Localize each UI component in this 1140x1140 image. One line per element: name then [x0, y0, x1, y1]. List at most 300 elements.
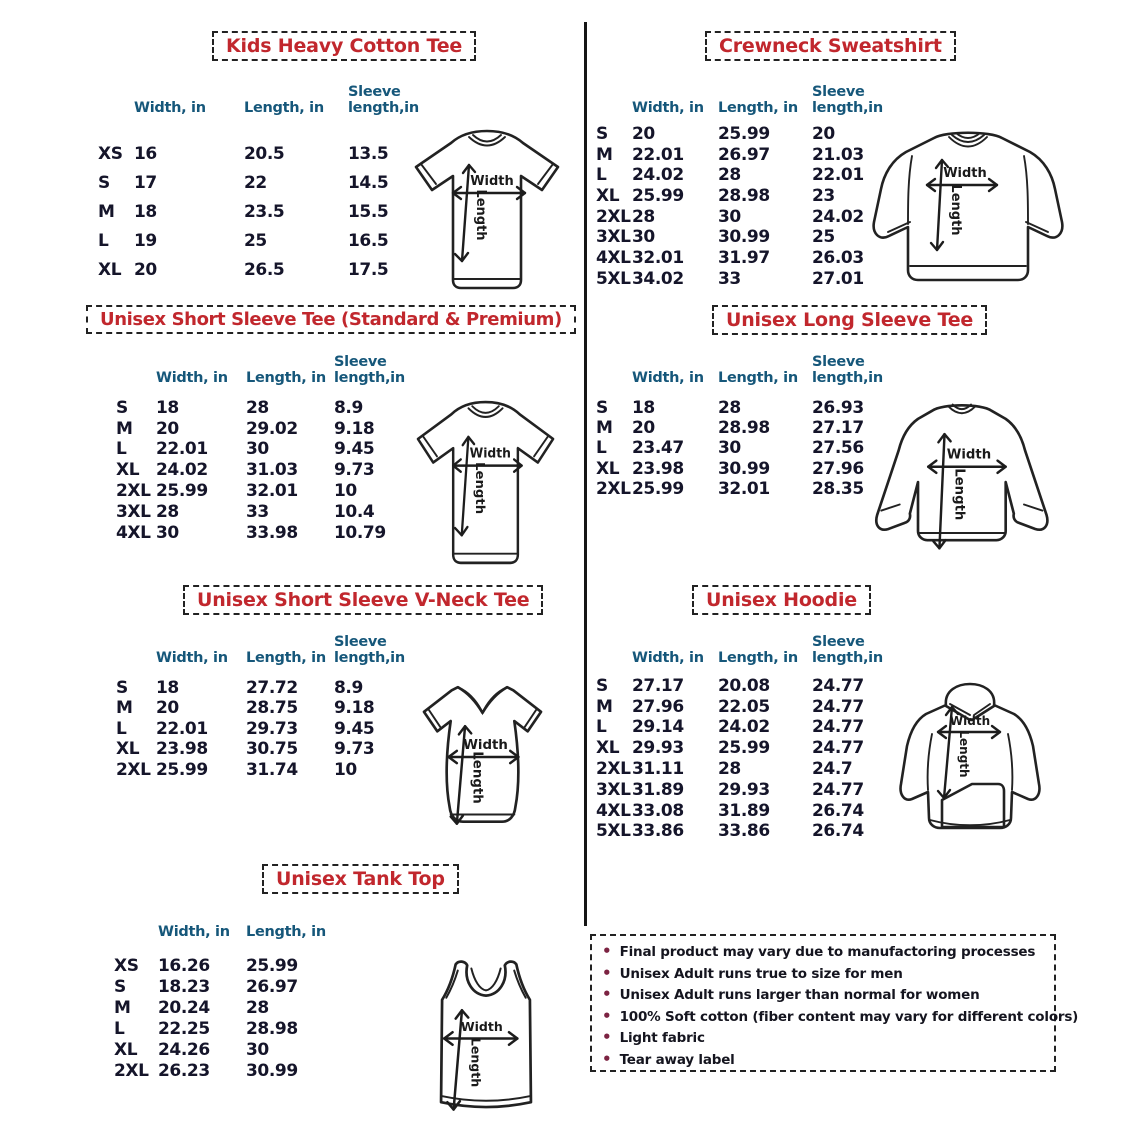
note-item [602, 963, 1048, 988]
table-row [596, 738, 896, 759]
note-text: Unisex Adult runs true to size for men [619, 965, 903, 982]
width-arrow-label: Width [949, 714, 991, 728]
table-row [114, 1040, 354, 1061]
measurement-value: 20 [632, 418, 655, 439]
size-label: M [98, 202, 115, 222]
measurement-value: 33.86 [632, 821, 684, 842]
measurement-value: 24.02 [156, 460, 208, 481]
size-label: S [596, 397, 608, 418]
section-title-text: Unisex Tank Top [276, 868, 445, 890]
table-row [114, 956, 354, 977]
measurement-value: 10 [334, 481, 357, 502]
table-row [98, 169, 438, 198]
width-arrow-label: Width [469, 446, 511, 462]
tank-top-size-table [114, 918, 354, 1082]
measurement-value: 25.99 [632, 185, 684, 206]
bullet-icon: • [602, 1028, 612, 1046]
measurement-value: 22.01 [156, 439, 208, 460]
column-header-width: Width, in [158, 923, 230, 940]
measurement-value: 24.77 [812, 675, 864, 696]
table-row [114, 977, 354, 998]
measurement-value: 16 [134, 144, 157, 164]
column-header-sleeve: Sleeve length,in [812, 354, 883, 386]
measurement-value: 9.73 [334, 739, 375, 760]
measurement-value: 30.99 [718, 458, 770, 479]
size-label: 2XL [114, 1061, 149, 1081]
table-row [596, 697, 896, 718]
measurement-value: 24.02 [812, 206, 864, 227]
measurement-value: 23.98 [156, 739, 208, 760]
size-label: M [114, 998, 131, 1018]
table-body [98, 140, 438, 285]
column-header-width: Width, in [134, 99, 206, 116]
measurement-value: 24.02 [632, 165, 684, 186]
table-header-row [596, 350, 896, 386]
measurement-value: 18 [156, 677, 179, 698]
size-label: M [596, 696, 613, 717]
measurement-value: 18.23 [158, 977, 210, 997]
section-title-unisex-tank-top [262, 864, 459, 894]
measurement-value: 25.99 [718, 123, 770, 144]
table-body [596, 398, 896, 500]
measurement-value: 25.99 [156, 481, 208, 502]
section-title-text: Unisex Short Sleeve Tee (Standard & Premium) [100, 309, 562, 330]
measurement-value: 24.77 [812, 696, 864, 717]
column-header-sleeve: Sleeve length,in [348, 84, 419, 116]
measurement-value: 25.99 [632, 479, 684, 500]
kids-tee-size-table [98, 80, 438, 285]
measurement-value: 30 [718, 438, 741, 459]
size-label: 5XL [596, 821, 631, 842]
measurement-value: 28 [632, 206, 655, 227]
measurement-value: 33.08 [632, 800, 684, 821]
table-row [596, 780, 896, 801]
column-header-length: Length, in [246, 923, 326, 940]
table-row [596, 480, 896, 500]
measurement-value: 8.9 [334, 397, 363, 418]
measurement-value: 24.02 [718, 717, 770, 738]
measurement-value: 24.26 [158, 1040, 210, 1060]
size-label: XS [98, 144, 123, 164]
measurement-value: 20.08 [718, 675, 770, 696]
note-text: Light fabric [619, 1030, 705, 1046]
measurement-value: 24.7 [812, 759, 853, 780]
table-row [114, 998, 354, 1019]
measurement-value: 25 [244, 231, 267, 251]
measurement-value: 28 [246, 998, 269, 1018]
column-header-sleeve: Sleeve length,in [334, 634, 405, 666]
table-row [98, 140, 438, 169]
table-row [116, 678, 416, 699]
size-label: XL [114, 1040, 138, 1060]
table-body [114, 956, 354, 1082]
measurement-value: 28 [156, 501, 179, 522]
measurement-value: 27.96 [632, 696, 684, 717]
size-label: XL [596, 738, 620, 759]
size-label: S [98, 173, 110, 193]
measurement-value: 25.99 [246, 956, 298, 976]
table-body [596, 676, 896, 842]
table-row [596, 822, 896, 843]
table-row [116, 502, 416, 523]
measurement-value: 28 [718, 759, 741, 780]
table-row [596, 439, 896, 459]
note-item [602, 1049, 1048, 1074]
measurement-value: 26.03 [812, 247, 864, 268]
measurement-value: 31.74 [246, 759, 298, 780]
width-arrow-label: Width [946, 447, 992, 463]
measurement-value: 31.11 [632, 759, 684, 780]
column-header-width: Width, in [632, 649, 704, 666]
size-label: S [114, 977, 126, 997]
measurement-value: 24.77 [812, 779, 864, 800]
bullet-icon: • [602, 985, 612, 1003]
table-row [98, 198, 438, 227]
measurement-value: 27.01 [812, 268, 864, 289]
size-label: 2XL [596, 206, 631, 227]
long-sleeve-tee-size-table [596, 350, 896, 500]
table-body [596, 124, 896, 290]
measurement-value: 29.73 [246, 718, 298, 739]
measurement-value: 28 [718, 397, 741, 418]
table-row [116, 481, 416, 502]
measurement-value: 31.97 [718, 247, 770, 268]
measurement-value: 28.75 [246, 698, 298, 719]
note-item [602, 1006, 1079, 1031]
column-header-width: Width, in [632, 99, 704, 116]
length-arrow-label: Length [948, 184, 963, 236]
table-header-row [596, 80, 896, 116]
measurement-value: 33 [246, 501, 269, 522]
section-title-unisex-short-sleeve-tee [86, 305, 576, 334]
size-label: 3XL [596, 227, 631, 248]
note-text: Tear away label [619, 1051, 735, 1068]
measurement-value: 25.99 [156, 759, 208, 780]
measurement-value: 32.01 [246, 481, 298, 502]
table-row [596, 718, 896, 739]
table-row [114, 1019, 354, 1040]
measurement-value: 22.01 [632, 144, 684, 165]
measurement-value: 27.17 [632, 675, 684, 696]
measurement-value: 26.97 [246, 977, 298, 997]
measurement-value: 23.98 [632, 458, 684, 479]
table-header-row [98, 80, 438, 116]
column-header-width: Width, in [156, 649, 228, 666]
measurement-value: 20 [156, 698, 179, 719]
measurement-value: 26.74 [812, 821, 864, 842]
measurement-value: 20 [134, 260, 157, 280]
size-label: 2XL [116, 481, 151, 502]
length-arrow-label: Length [957, 730, 971, 778]
measurement-value: 18 [134, 202, 157, 222]
column-divider-line [584, 22, 587, 926]
section-title-kids-heavy-cotton-tee [212, 31, 476, 61]
size-label: S [116, 677, 128, 698]
table-header-row [116, 350, 416, 386]
column-header-length: Length, in [718, 99, 798, 116]
size-label: 5XL [596, 268, 631, 289]
column-header-length: Length, in [718, 369, 798, 386]
table-row [596, 269, 896, 290]
measurement-value: 16.5 [348, 231, 389, 251]
measurement-value: 24.77 [812, 717, 864, 738]
measurement-value: 20 [156, 418, 179, 439]
width-arrow-label: Width [470, 174, 514, 189]
crewneck-sweatshirt-illustration [868, 128, 1068, 286]
table-row [596, 124, 896, 145]
size-label: 4XL [116, 522, 151, 543]
length-arrow-label: Length [473, 189, 488, 241]
short-sleeve-tee-illustration [398, 398, 574, 568]
length-arrow-label: Length [951, 468, 967, 521]
measurement-value: 25 [812, 227, 835, 248]
measurement-value: 30 [156, 522, 179, 543]
note-item [602, 1030, 1048, 1052]
table-header-row [116, 630, 416, 666]
measurement-value: 27.72 [246, 677, 298, 698]
size-label: L [596, 717, 607, 738]
measurement-value: 27.96 [812, 458, 864, 479]
size-label: L [114, 1019, 125, 1039]
measurement-value: 30 [632, 227, 655, 248]
measurement-value: 20.24 [158, 998, 210, 1018]
section-title-text: Crewneck Sweatshirt [719, 35, 942, 57]
size-label: L [116, 439, 127, 460]
size-label: XL [98, 260, 122, 280]
measurement-value: 33.86 [718, 821, 770, 842]
product-notes-box [590, 934, 1079, 1072]
measurement-value: 8.9 [334, 677, 363, 698]
table-body [116, 398, 416, 544]
table-row [116, 419, 416, 440]
table-row [114, 1061, 354, 1082]
measurement-value: 9.18 [334, 698, 375, 719]
measurement-value: 23.47 [632, 438, 684, 459]
measurement-value: 20 [632, 123, 655, 144]
size-label: M [596, 144, 613, 165]
table-row [98, 227, 438, 256]
section-title-unisex-hoodie [692, 585, 871, 615]
column-header-sleeve: Sleeve length,in [812, 84, 883, 116]
table-row [596, 207, 896, 228]
measurement-value: 22 [244, 173, 267, 193]
size-label: L [116, 718, 127, 739]
measurement-value: 26.93 [812, 397, 864, 418]
size-label: S [596, 123, 608, 144]
size-label: XL [116, 739, 140, 760]
measurement-value: 29.93 [632, 738, 684, 759]
size-label: XL [596, 185, 620, 206]
size-label: 4XL [596, 800, 631, 821]
table-row [596, 186, 896, 207]
size-label: M [596, 418, 613, 439]
measurement-value: 32.01 [718, 479, 770, 500]
bullet-icon: • [602, 963, 612, 982]
table-row [116, 719, 416, 740]
table-row [116, 440, 416, 461]
section-title-text: Kids Heavy Cotton Tee [226, 35, 463, 57]
measurement-value: 22.05 [718, 696, 770, 717]
note-text: 100% Soft cotton (fiber content may vary for different colors) [619, 1008, 1079, 1025]
measurement-value: 31.89 [632, 779, 684, 800]
measurement-value: 31.89 [718, 800, 770, 821]
table-row [596, 165, 896, 186]
measurement-value: 17 [134, 173, 157, 193]
measurement-value: 18 [156, 397, 179, 418]
measurement-value: 30 [246, 439, 269, 460]
table-header-row [114, 918, 354, 940]
table-body [116, 678, 416, 781]
size-label: 2XL [596, 479, 631, 500]
size-label: S [116, 397, 128, 418]
v-neck-tee-illustration [405, 680, 560, 835]
column-header-length: Length, in [718, 649, 798, 666]
measurement-value: 25.99 [718, 738, 770, 759]
measurement-value: 28 [718, 165, 741, 186]
table-row [596, 145, 896, 166]
size-label: 3XL [596, 779, 631, 800]
section-title-text: Unisex Long Sleeve Tee [726, 309, 974, 331]
note-text: Unisex Adult runs larger than normal for women [619, 987, 980, 1003]
size-label: 2XL [116, 759, 151, 780]
measurement-value: 30.99 [246, 1061, 298, 1081]
column-header-width: Width, in [156, 369, 228, 386]
size-label: L [98, 231, 109, 251]
measurement-value: 21.03 [812, 144, 864, 165]
column-header-sleeve: Sleeve length,in [334, 354, 405, 386]
measurement-value: 9.45 [334, 439, 375, 460]
table-row [116, 398, 416, 419]
size-label: M [116, 698, 133, 719]
column-header-width: Width, in [632, 369, 704, 386]
measurement-value: 24.77 [812, 738, 864, 759]
long-sleeve-tee-illustration [865, 400, 1075, 558]
measurement-value: 22.01 [156, 718, 208, 739]
length-arrow-label: Length [469, 751, 485, 804]
width-arrow-label: Width [460, 1019, 503, 1035]
size-label: XL [596, 458, 620, 479]
measurement-value: 9.18 [334, 418, 375, 439]
measurement-value: 19 [134, 231, 157, 251]
length-arrow-label: Length [472, 461, 487, 515]
measurement-value: 18 [632, 397, 655, 418]
size-label: 4XL [596, 247, 631, 268]
table-row [116, 740, 416, 761]
width-arrow-label: Width [943, 166, 987, 181]
measurement-value: 26.23 [158, 1061, 210, 1081]
measurement-value: 10.4 [334, 501, 375, 522]
measurement-value: 20 [812, 123, 835, 144]
section-title-crewneck-sweatshirt [705, 31, 956, 61]
table-row [596, 801, 896, 822]
measurement-value: 29.02 [246, 418, 298, 439]
section-title-unisex-v-neck-tee [183, 585, 543, 615]
v-neck-tee-size-table [116, 630, 416, 781]
table-row [596, 676, 896, 697]
short-sleeve-tee-size-table [116, 350, 416, 544]
measurement-value: 13.5 [348, 144, 389, 164]
measurement-value: 26.5 [244, 260, 285, 280]
measurement-value: 27.56 [812, 438, 864, 459]
hoodie-illustration [886, 680, 1054, 838]
crewneck-size-table [596, 80, 896, 290]
table-row [98, 256, 438, 285]
size-label: L [596, 438, 607, 459]
measurement-value: 28.98 [718, 418, 770, 439]
measurement-value: 34.02 [632, 268, 684, 289]
bullet-icon: • [602, 1006, 612, 1025]
section-title-text: Unisex Short Sleeve V-Neck Tee [197, 589, 530, 611]
measurement-value: 23 [812, 185, 835, 206]
column-header-sleeve: Sleeve length,in [812, 634, 883, 666]
measurement-value: 16.26 [158, 956, 210, 976]
measurement-value: 23.5 [244, 202, 285, 222]
size-label: 2XL [596, 759, 631, 780]
measurement-value: 30.75 [246, 739, 298, 760]
table-row [116, 523, 416, 544]
measurement-value: 15.5 [348, 202, 389, 222]
measurement-value: 29.93 [718, 779, 770, 800]
measurement-value: 14.5 [348, 173, 389, 193]
size-label: S [596, 675, 608, 696]
hoodie-size-table [596, 630, 896, 842]
table-row [596, 398, 896, 418]
measurement-value: 28.35 [812, 479, 864, 500]
measurement-value: 28 [246, 397, 269, 418]
table-header-row [596, 630, 896, 666]
note-text: Final product may vary due to manufactoring processes [619, 944, 1036, 960]
measurement-value: 29.14 [632, 717, 684, 738]
measurement-value: 10.79 [334, 522, 386, 543]
table-row [116, 699, 416, 720]
measurement-value: 30 [246, 1040, 269, 1060]
measurement-value: 9.45 [334, 718, 375, 739]
length-arrow-label: Length [468, 1037, 484, 1088]
width-arrow-label: Width [463, 737, 508, 753]
size-label: 3XL [116, 501, 151, 522]
size-label: XS [114, 956, 139, 976]
measurement-value: 27.17 [812, 418, 864, 439]
measurement-value: 22.25 [158, 1019, 210, 1039]
measurement-value: 9.73 [334, 460, 375, 481]
table-row [596, 227, 896, 248]
measurement-value: 26.74 [812, 800, 864, 821]
column-header-length: Length, in [246, 649, 326, 666]
measurement-value: 22.01 [812, 165, 864, 186]
bullet-icon: • [602, 1049, 612, 1068]
measurement-value: 17.5 [348, 260, 389, 280]
table-row [116, 760, 416, 781]
measurement-value: 32.01 [632, 247, 684, 268]
measurement-value: 31.03 [246, 460, 298, 481]
size-label: L [596, 165, 607, 186]
tank-top-illustration [428, 958, 544, 1120]
short-sleeve-tee-illustration [395, 127, 580, 293]
column-header-length: Length, in [244, 99, 324, 116]
section-title-text: Unisex Hoodie [706, 589, 857, 611]
measurement-value: 30 [718, 206, 741, 227]
table-row [596, 759, 896, 780]
measurement-value: 20.5 [244, 144, 285, 164]
table-row [116, 460, 416, 481]
measurement-value: 30.99 [718, 227, 770, 248]
size-label: XL [116, 460, 140, 481]
measurement-value: 33 [718, 268, 741, 289]
measurement-value: 10 [334, 759, 357, 780]
note-item [602, 987, 1048, 1009]
size-label: M [116, 418, 133, 439]
measurement-value: 26.97 [718, 144, 770, 165]
